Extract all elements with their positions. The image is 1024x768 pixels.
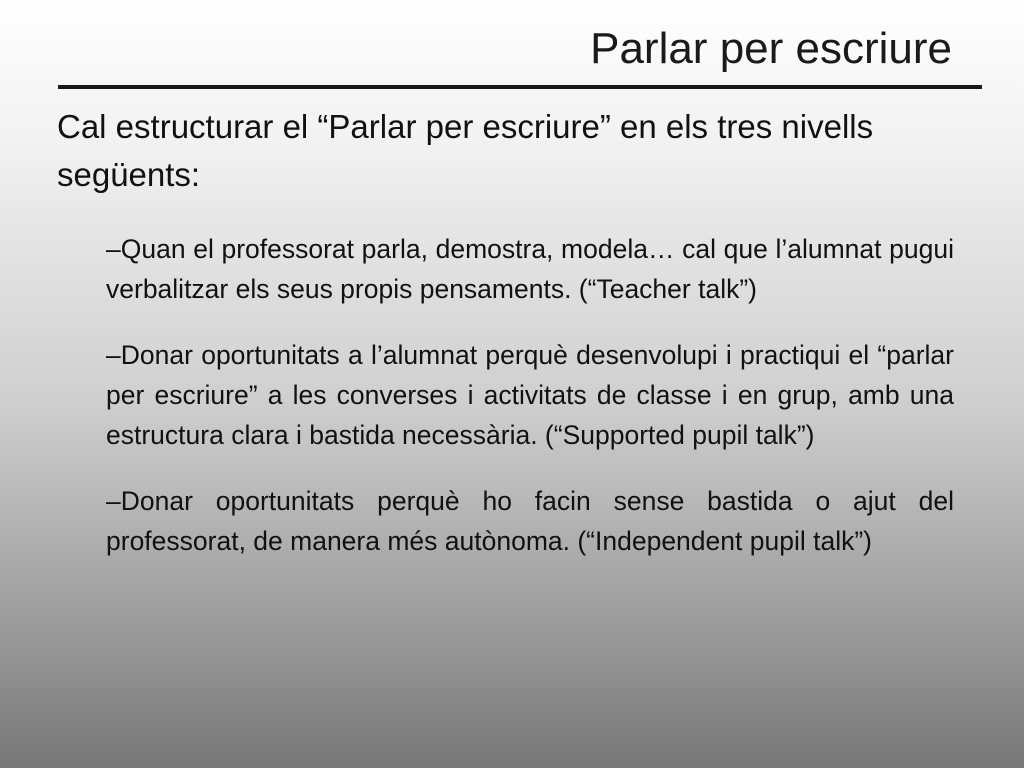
lead-paragraph: Cal estructurar el “Parlar per escriure” en els tres nivells següents:	[57, 108, 874, 193]
bullet-point-supported-pupil-talk: –Donar oportunitats a l’alumnat perquè desenvolupi i practiqui el “parlar per escriure” a les converses i activitats de classe i en grup, amb una estructura clara i bastida necessària. (“Supported pupil talk”)	[106, 340, 954, 450]
bullet-list	[106, 229, 954, 587]
bullet-point-independent-pupil-talk: –Donar oportunitats perquè ho facin sense bastida o ajut del professorat, de manera més autònoma. (“Independent pupil talk”)	[106, 486, 954, 556]
bullet-point-teacher-talk: –Quan el professorat parla, demostra, modela… cal que l’alumnat pugui verbalitzar els seus propis pensaments. (“Teacher talk”)	[106, 234, 954, 304]
slide-title: Parlar per escriure	[590, 24, 952, 73]
title-underline	[58, 85, 982, 89]
